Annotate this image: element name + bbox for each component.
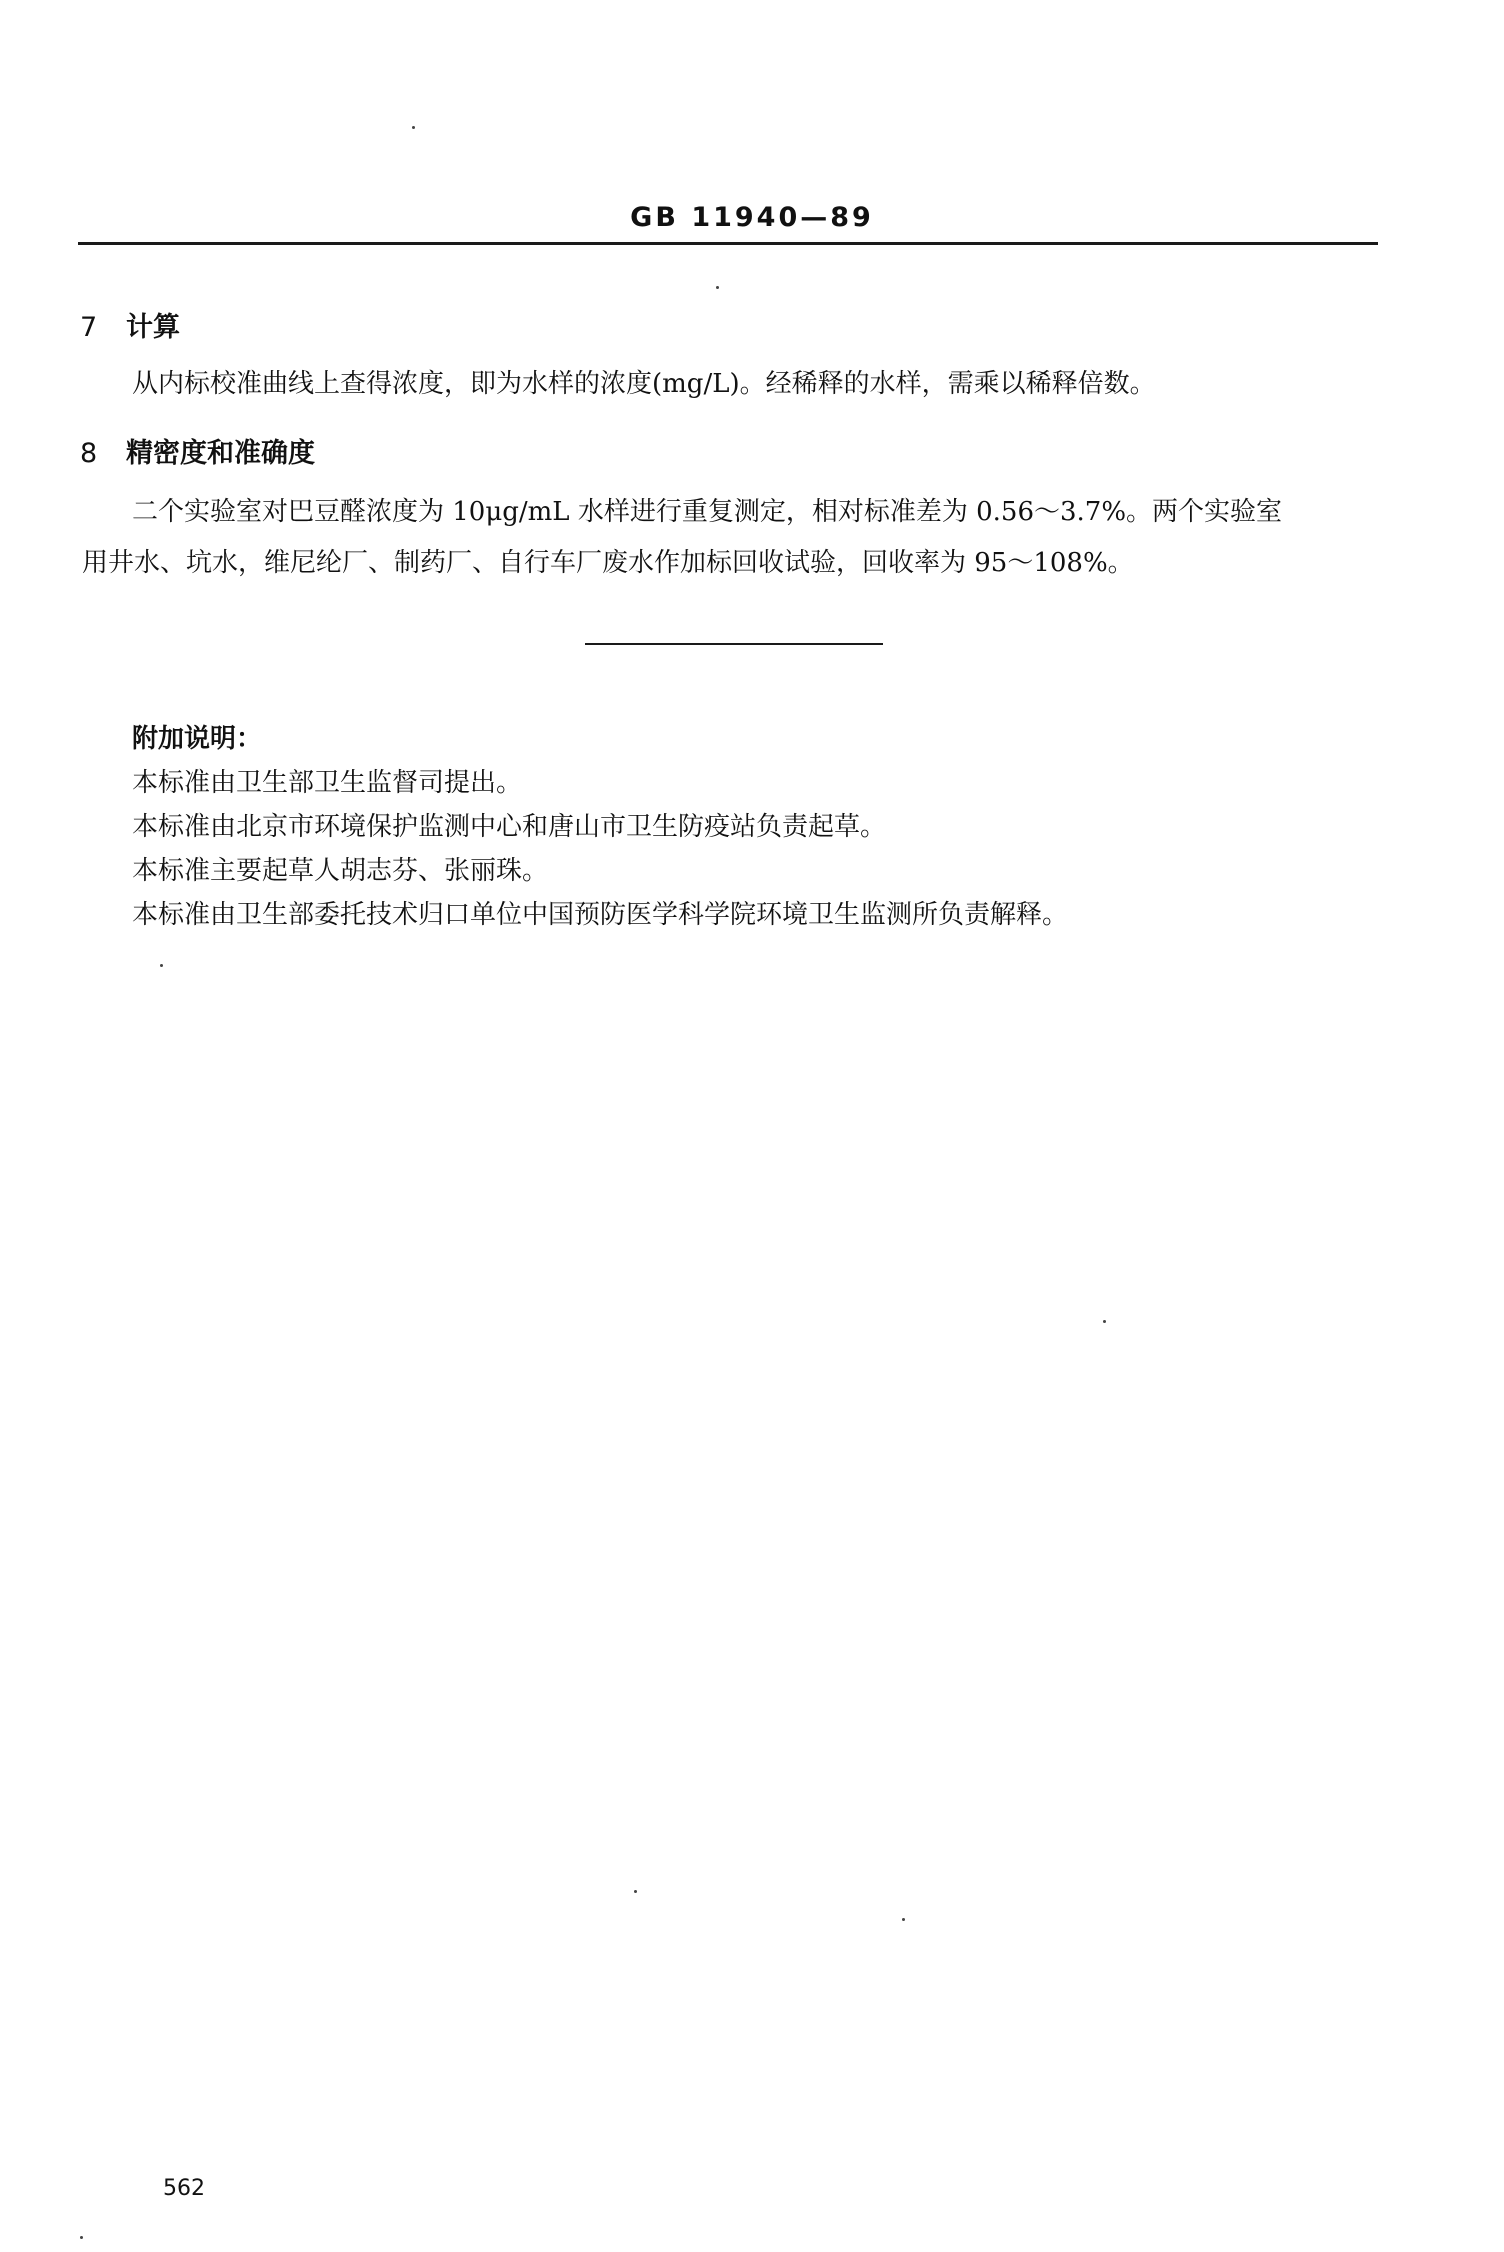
scan-speck (1103, 1320, 1106, 1323)
section-heading-8 (80, 436, 315, 472)
scan-speck (412, 126, 415, 129)
scan-speck (160, 964, 163, 967)
scan-speck (716, 286, 719, 289)
paragraph-line: 从内标校准曲线上查得浓度，即为水样的浓度(mg/L)。经稀释的水样，需乘以稀释倍数。 (132, 369, 1156, 399)
scan-speck (80, 2236, 83, 2239)
section-heading-7 (80, 310, 180, 346)
note-line: 本标准由卫生部卫生监督司提出。 (132, 768, 523, 798)
paragraph-line: 用井水、坑水，维尼纶厂、制药厂、自行车厂废水作加标回收试验，回收率为 95～108%。 (82, 548, 1134, 578)
section-number: 7 (80, 312, 98, 343)
note-line: 本标准由卫生部委托技术归口单位中国预防医学科学院环境卫生监测所负责解释。 (132, 900, 1069, 930)
notes-title: 附加说明： (132, 724, 263, 754)
section-title: 精密度和准确度 (126, 438, 315, 469)
section-title: 计算 (126, 312, 180, 343)
paragraph-line: 二个实验室对巴豆醛浓度为 10μg/mL 水样进行重复测定，相对标准差为 0.56～3.7%。两个实验室 (132, 497, 1283, 527)
note-line: 本标准由北京市环境保护监测中心和唐山市卫生防疫站负责起草。 (132, 812, 887, 842)
page-number: 562 (163, 2176, 205, 2201)
section-number: 8 (80, 438, 98, 469)
standard-code: GB 11940—89 (630, 202, 874, 233)
note-line: 本标准主要起草人胡志芬、张丽珠。 (132, 856, 549, 886)
header-rule (78, 242, 1378, 245)
scan-speck (634, 1890, 637, 1893)
end-rule (585, 643, 883, 645)
scan-speck (902, 1918, 905, 1921)
additional-notes (132, 721, 1068, 941)
